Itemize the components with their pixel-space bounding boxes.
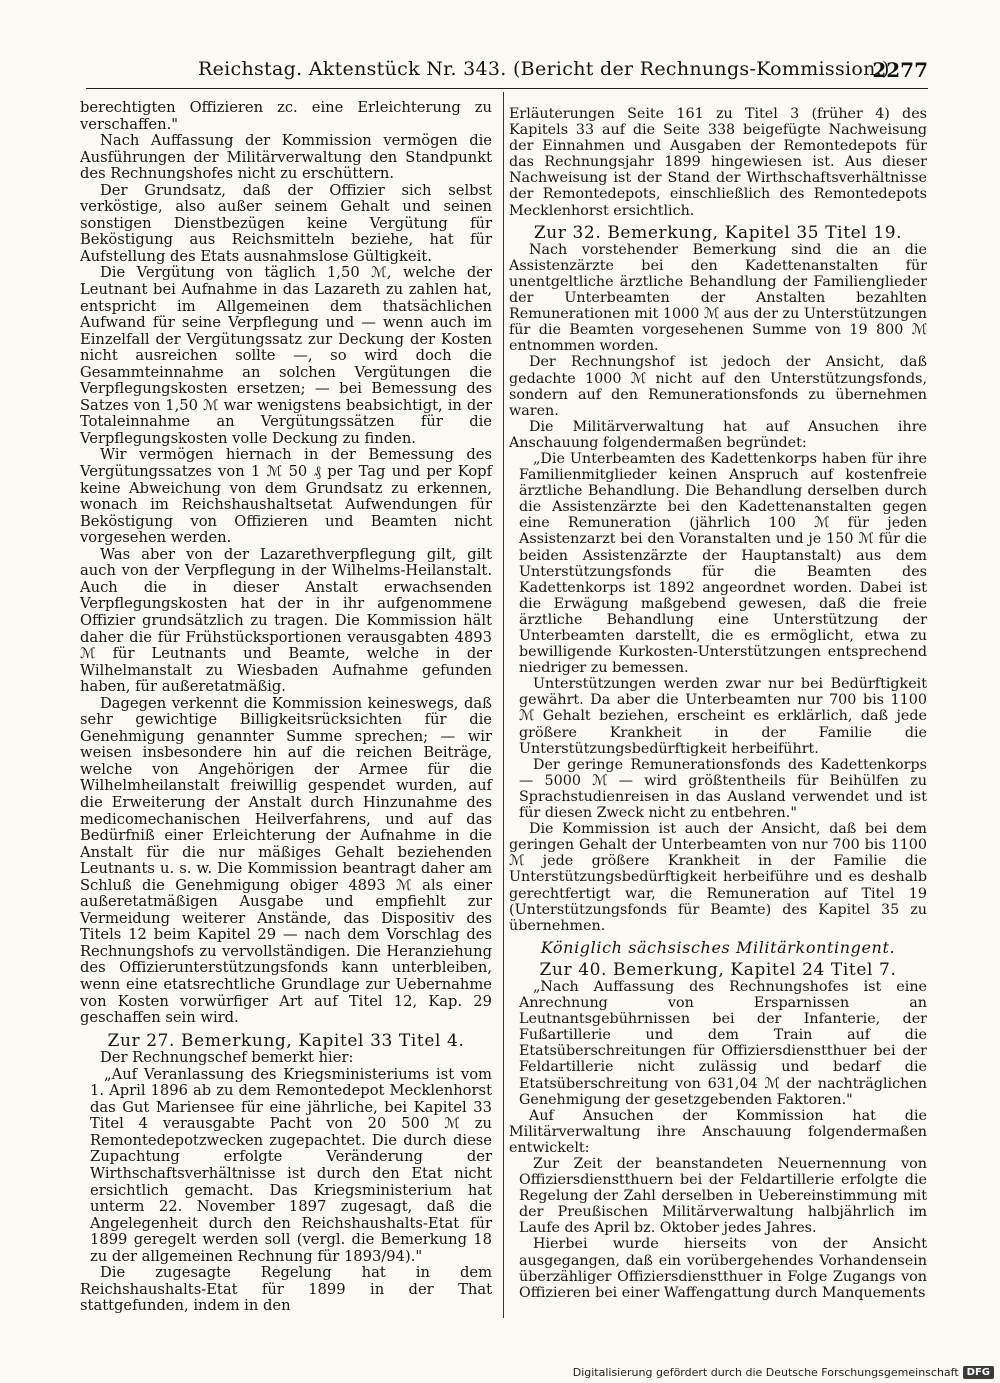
running-title: Reichstag. Aktenstück Nr. 343. (Bericht der Rechnungs-Kommission.)	[198, 58, 890, 80]
quoted-paragraph: Unterstützungen werden zwar nur bei Bedürftigkeit gewährt. Da aber die Unterbeamten nur 700 bis 1100 ℳ Gehalt beziehen, erscheint es erklärlich, daß jede größere Krankheit in der Familie die Unterstützungsbedürftigkeit herbeiführt.	[519, 676, 927, 757]
paragraph: Die Kommission ist auch der Ansicht, daß bei dem geringen Gehalt der Unterbeamten von nur 700 bis 1100 ℳ jede größere Krankheit in der Familie die Unterstützungsbedürftigkeit herbeiführe und es deshalb gerechtfertigt war, die Remuneration auf Titel 19 (Unterstützungsfonds für Beamte) des Kapitel 35 zu übernehmen.	[509, 821, 927, 934]
footer	[573, 1366, 994, 1379]
dfg-logo: DFG	[963, 1366, 994, 1379]
paragraph: Dagegen verkennt die Kommission keineswegs, daß sehr gewichtige Billigkeitsrücksichten für die Genehmigung genannter Summe sprechen; — wir weisen insbesondere hin auf die reichen Beiträge, welche von Angehörigen der Armee für die Wilhelmheilanstalt freiwillig gespendet wurden, auf die Erweiterung der Anstalt durch Hinzunahme des medicomechanischen Heilverfahrens, und auf das Bedürfniß einer Erleichterung der Aufnahme in die Anstalt für die nur mäßiges Gehalt beziehenden Leutnants u. s. w. Die Kommission beantragt daher am Schluß die Genehmigung obiger 4893 ℳ als einer außeretatmäßigen Ausgabe und empfiehlt zur Vermeidung weiterer Anstände, das Dispositiv des Titels 12 beim Kapitel 29 — nach dem Vorschlag des Rechnungshofs zu vervollständigen. Die Heranziehung des Offizierunterstützungsfonds kann unterbleiben, wenn eine etatsrechtliche Grundlage zur Uebernahme von Kosten vorwürfiger Art auf Titel 12, Kap. 29 geschaffen sein wird.	[80, 694, 492, 1027]
paragraph: Der Rechnungshof ist jedoch der Ansicht, daß gedachte 1000 ℳ nicht auf den Unterstützungsfonds, sondern auf den Remunerationsfonds zu übernehmen waren.	[509, 354, 927, 419]
quoted-paragraph: „Die Unterbeamten des Kadettenkorps haben für ihre Familienmitglieder keinen Anspruch auf kostenfreie ärztliche Behandlung. Die Behandlung derselben durch die Assistenzärzte bei den Kadettenanstalten gegen eine Remuneration (jährlich 100 ℳ für jeden Assistenzarzt bei den Voranstalten und je 150 ℳ für die beiden Assistenzärzte der Hauptanstalt) aus dem Unterstützungsfonds für die Beamten des Kadettenkorps ist 1892 angeordnet worden. Dabei ist die Erwägung maßgebend gewesen, daß die freie ärztliche Behandlung eine Unterstützung der Unterbeamten darstellt, die es ermöglicht, etwa zu bewilligende Kurkosten-Unterstützungen entsprechend niedriger zu bemessen.	[519, 450, 927, 677]
paragraph: Auf Ansuchen der Kommission hat die Militärverwaltung ihre Anschauung folgendermaßen entwickelt:	[509, 1107, 927, 1156]
quoted-paragraph: „Nach Auffassung des Rechnungshofes ist eine Anrechnung von Ersparnissen an Leutnantsgebührnissen bei der Infanterie, der Fußartillerie und dem Train auf die Etatsüberschreitungen für Offiziersdienstthuer bei der Feldartillerie nicht zulässig und bedarf die Etatsüberschreitung von 631,04 ℳ der nachträglichen Genehmigung der gesetzgebenden Faktoren."	[519, 978, 927, 1108]
left-column	[80, 100, 492, 1315]
paragraph: berechtigten Offizieren zc. eine Erleichterung zu verschaffen."	[80, 99, 492, 133]
quoted-paragraph: Hierbei wurde hierseits von der Ansicht ausgegangen, daß ein vorübergehendes Vorhandensein überzähliger Offiziersdienstthuer in Folge Zugangs von Offizieren bei einer Waffengattung durch Manquements	[519, 1236, 927, 1301]
funding-note: Digitalisierung gefördert durch die Deutsche Forschungsgemeinschaft	[572, 1366, 959, 1379]
section-heading: Zur 27. Bemerkung, Kapitel 33 Titel 4.	[107, 1030, 465, 1051]
section-heading: Zur 40. Bemerkung, Kapitel 24 Titel 7.	[539, 959, 897, 980]
paragraph: Erläuterungen Seite 161 zu Titel 3 (früher 4) des Kapitels 33 auf die Seite 338 beigefügte Nachweisung der Einnahmen und Ausgaben der Remontedepots für das Rechnungsjahr 1899 hingewiesen ist. Aus dieser Nachweisung ist der Stand der Wirthschaftsverhältnisse der Remontedepots, einschließlich des Remontedepots Mecklenhorst ersichtlich.	[509, 106, 927, 219]
paragraph: Was aber von der Lazarethverpflegung gilt, gilt auch von der Verpflegung in der Wilhelms-Heilanstalt. Auch die in dieser Anstalt erwachsenden Verpflegungskosten hat der in ihr aufgenommene Offizier grundsätzlich zu tragen. Die Kommission hält daher die für Frühstücksportionen verausgabten 4893 ℳ für Leutnants und Beamte, welche in der Wilhelmanstalt zu Wiesbaden Aufnahme gefunden haben, für außeretatmäßig.	[80, 545, 492, 696]
quoted-paragraph: Zur Zeit der beanstandeten Neuernennung von Offiziersdienstthuern bei der Feldartillerie erfolgte die Regelung der Zahl derselben in Uebereinstimmung mit der Preußischen Militärverwaltung halbjährlich im Laufe des April bz. Oktober jedes Jahres.	[519, 1156, 927, 1237]
paragraph: Der Rechnungschef bemerkt hier:	[100, 1049, 354, 1067]
paragraph: Die Militärverwaltung hat auf Ansuchen ihre Anschauung folgendermaßen begründet:	[509, 418, 927, 451]
paragraph: Wir vermögen hiernach in der Bemessung des Vergütungssatzes von 1 ℳ 50 ₰ per Tag und per Kopf keine Abweichung von dem Grundsatz zu erkennen, wonach im Reichshaushaltsetat Aufwendungen für Beköstigung von Offizieren und Beamten nicht vorgesehen werden.	[80, 446, 492, 547]
quoted-paragraph: „Auf Veranlassung des Kriegsministeriums ist vom 1. April 1896 ab zu dem Remontedepot Mecklenhorst das Gut Mariensee für eine jährliche, bei Kapitel 33 Titel 4 verausgabte Pacht von 20 500 ℳ zu Remontedepotzwecken zugepachtet. Die durch diese Zupachtung erfolgte Veränderung der Wirthschaftsverhältnisse ist durch den Etat nicht ersichtlich gemacht. Das Kriegsministerium hat unterm 22. November 1897 zugesagt, daß die Angelegenheit durch den Reichshaushalts-Etat für 1899 geregelt werden soll (vergl. die Bemerkung 18 zu der allgemeinen Rechnung für 1893/94)."	[90, 1065, 492, 1265]
paragraph: Der Grundsatz, daß der Offizier sich selbst verköstige, also außer seinem Gehalt und seinen sonstigen Dienstbezügen keine Vergütung für Beköstigung aus Reichsmitteln beziehe, hat für Aufstellung des Etats ausnahmslose Gültigkeit.	[80, 181, 492, 265]
section-heading: Königlich sächsisches Militärkontingent.	[540, 937, 896, 957]
column-divider	[503, 92, 504, 1318]
paragraph: Die zugesagte Regelung hat in dem Reichshaushalts-Etat für 1899 in der That stattgefunden, indem in den	[80, 1264, 492, 1315]
quoted-paragraph: Der geringe Remunerationsfonds des Kadettenkorps — 5000 ℳ — wird größtentheils für Beihülfen zu Sprachstudienreisen in das Ausland verwendet und ist für diesen Zweck nicht zu entbehren."	[519, 756, 927, 822]
header-rule	[86, 88, 928, 89]
paragraph: Nach vorstehender Bemerkung sind die an die Assistenzärzte bei den Kadettenanstalten für unentgeltliche ärztliche Behandlung der Familienglieder der Unterbeamten der Anstalten bezahlten Remunerationen mit 1000 ℳ aus der zu Unterstützungen für die Beamten vorgesehenen Summe von 19 800 ℳ entnommen worden.	[509, 241, 927, 355]
section-heading: Zur 32. Bemerkung, Kapitel 35 Titel 19.	[533, 222, 903, 243]
paragraph: Nach Auffassung der Kommission vermögen die Ausführungen der Militärverwaltung den Standpunkt des Rechnungshofes nicht zu erschüttern.	[80, 132, 492, 183]
page-number: 2277	[872, 58, 928, 82]
page-header	[86, 56, 928, 88]
right-column	[509, 106, 927, 1301]
paragraph: Die Vergütung von täglich 1,50 ℳ, welche der Leutnant bei Aufnahme in das Lazareth zu zahlen hat, entspricht im Allgemeinen dem thatsächlichen Aufwand für seine Verpflegung und — wenn auch im Einzelfall der Vergütungssatz zur Deckung der Kosten nicht ausreichen sollte —, so wird doch die Gesammteinnahme an solchen Vergütungen die Verpflegungskosten ersetzen; — bei Bemessung des Satzes von 1,50 ℳ war wenigstens beabsichtigt, in der Totaleinnahme an Vergütungssätzen für die Verpflegungskosten volle Deckung zu finden.	[80, 264, 492, 447]
